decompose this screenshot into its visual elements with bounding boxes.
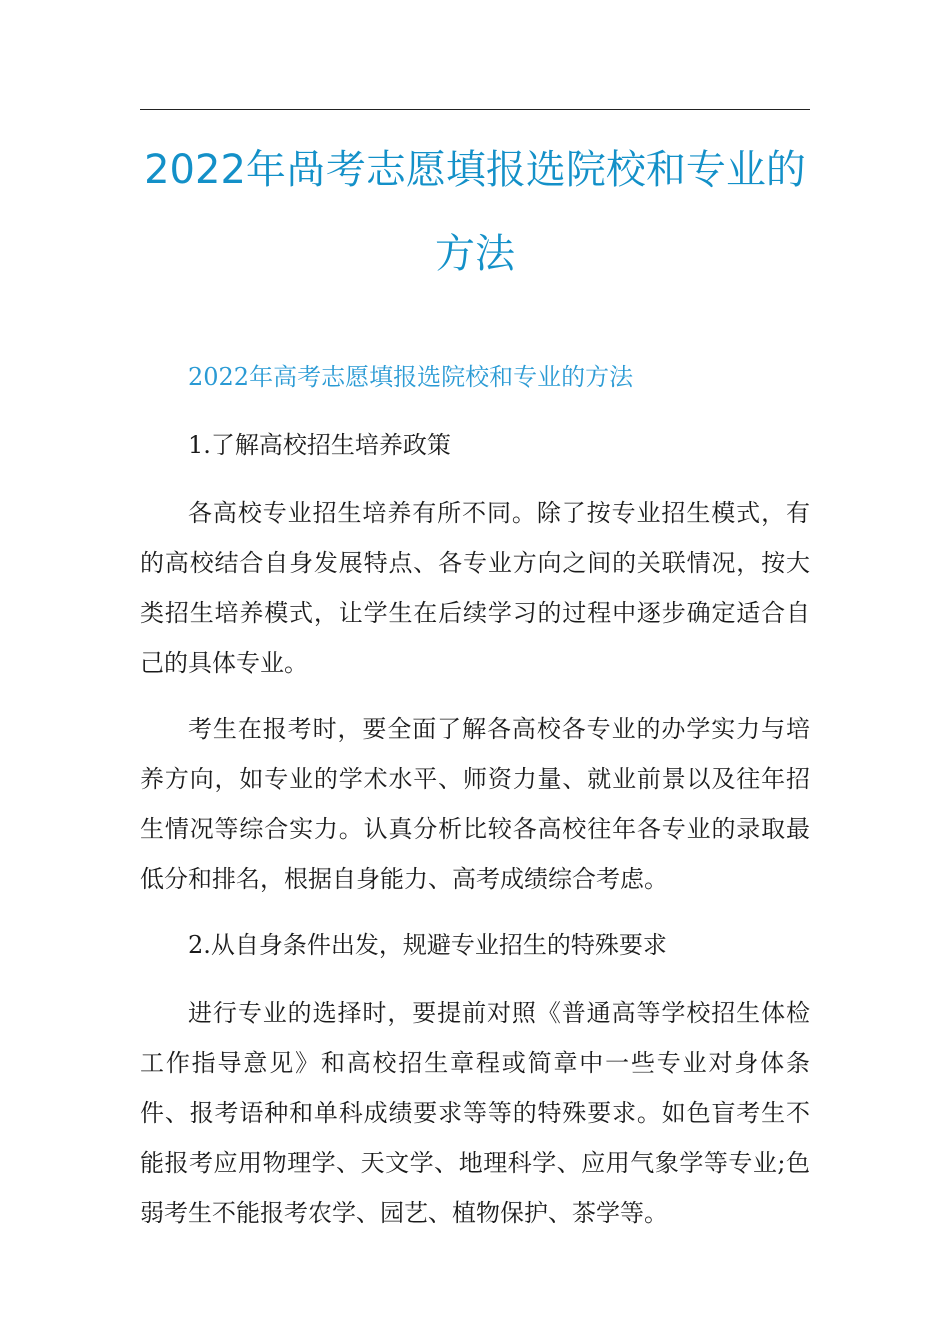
document-body (140, 352, 810, 1254)
top-divider (140, 109, 810, 110)
section-1-paragraph-2: 考生在报考时，要全面了解各高校各专业的办学实力与培养方向，如专业的学术水平、师资力量、就业前景以及往年招生情况等综合实力。认真分析比较各高校往年各专业的录取最低分和排名，根据自身能力、高考成绩综合考虑。 (140, 715, 810, 893)
section-1-paragraph-1: 各高校专业招生培养有所不同。除了按专业招生模式，有的高校结合自身发展特点、各专业方向之间的关联情况，按大类招生培养模式，让学生在后续学习的过程中逐步确定适合自己的具体专业。 (140, 499, 810, 677)
document-title: 2022年咼考志愿填报选院校和专业的方法 (144, 147, 806, 277)
section-2-paragraph-1: 进行专业的选择时，要提前对照《普通高等学校招生体检工作指导意见》和高校招生章程或简章中一些专业对身体条件、报考语种和单科成绩要求等等的特殊要求。如色盲考生不能报考应用物理学、天文学、地理科学、应用气象学等专业;色弱考生不能报考农学、园艺、植物保护、茶学等。 (140, 999, 810, 1227)
document-subtitle: 2022年高考志愿填报选院校和专业的方法 (188, 363, 634, 391)
section-heading-2: 2.从自身条件出发，规避专业招生的特殊要求 (188, 931, 667, 959)
section-heading-1: 1.了解高校招生培养政策 (188, 431, 451, 459)
